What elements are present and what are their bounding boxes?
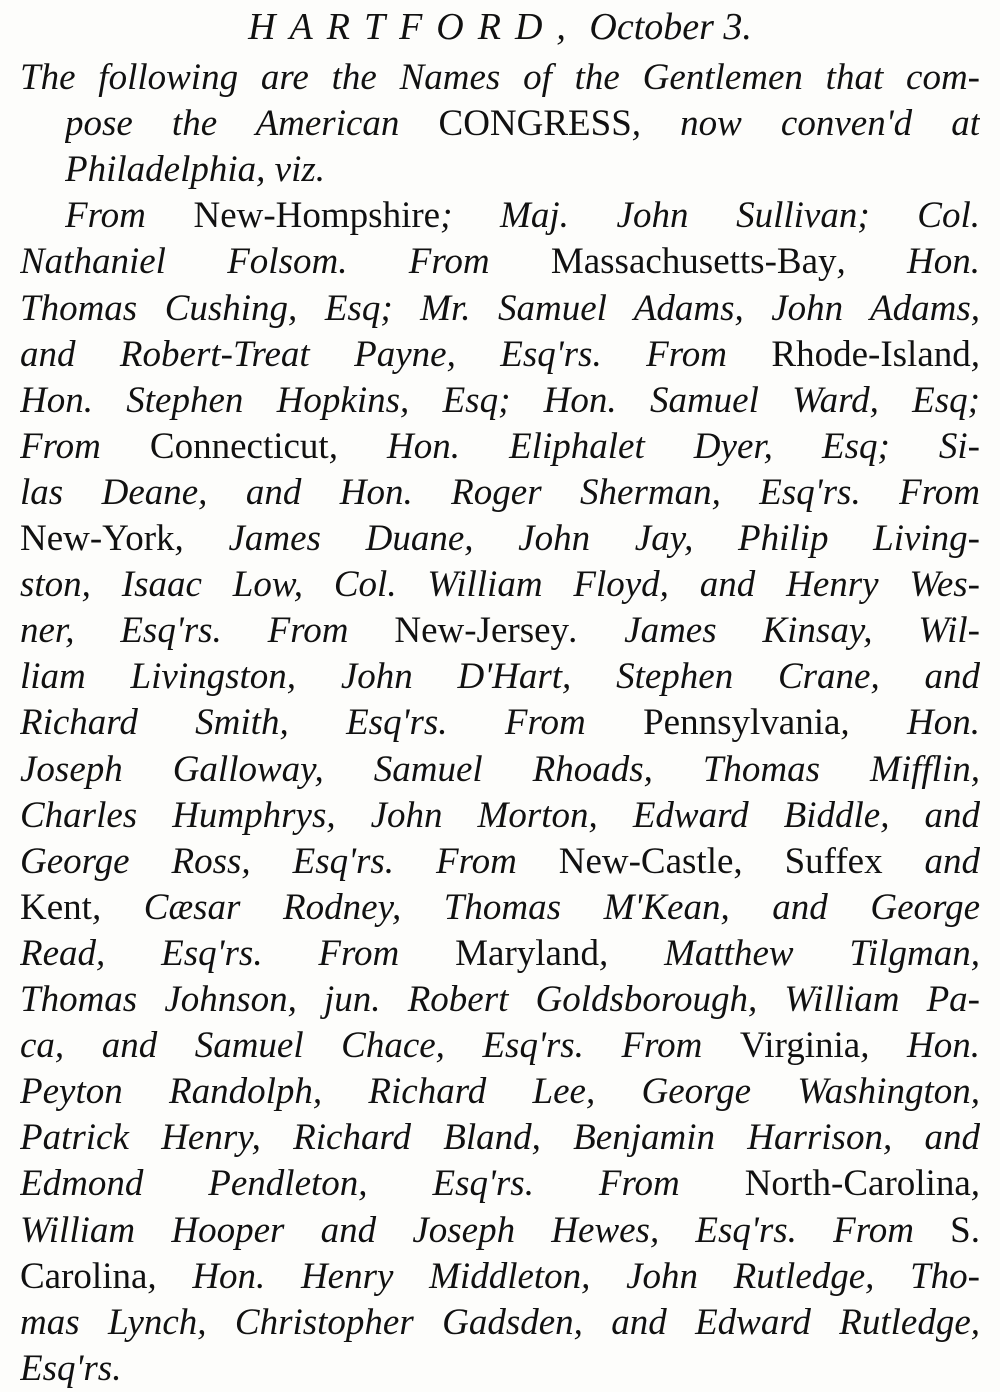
text-line <box>20 885 980 931</box>
roman-text: S. <box>950 1209 980 1251</box>
italic-text: . James Kinsay, Wil- <box>569 610 980 652</box>
italic-text: ner, Esq'rs. From <box>20 610 395 652</box>
italic-text: Thomas Johnson, jun. Robert Goldsborough, William Pa- <box>20 979 980 1020</box>
italic-text: William Hooper and Joseph Hewes, Esq'rs. From <box>20 1209 951 1251</box>
italic-text: , Cæsar Rodney, Thomas M'Kean, and George <box>91 886 980 928</box>
roman-text: Carolina <box>20 1255 148 1297</box>
text-line <box>20 793 980 839</box>
text-line <box>20 700 980 746</box>
roman-text: New-Hompshire <box>193 195 441 237</box>
italic-text: , James Duane, John Jay, Philip Living- <box>174 518 980 559</box>
italic-text: , Hon. <box>836 241 980 283</box>
dateline-city: HARTFORD, <box>248 6 580 48</box>
italic-text: , Hon. <box>840 702 980 744</box>
roman-text: Kent <box>20 886 92 928</box>
italic-text: ; Maj. John Sullivan; Col. <box>440 195 980 237</box>
text-line <box>20 562 980 608</box>
text-line <box>20 608 980 654</box>
text-line <box>20 839 980 885</box>
text-line <box>20 470 980 516</box>
roman-text: New-Castle, Suffex <box>558 840 883 882</box>
italic-text: Edmond Pendleton, Esq'rs. From <box>20 1163 745 1205</box>
text-line <box>20 1069 980 1115</box>
italic-text: Charles Humphrys, John Morton, Edward Biddle, and <box>20 794 980 836</box>
italic-text: , Hon. Henry Middleton, John Rutledge, Tho- <box>147 1255 980 1297</box>
roman-text: Massachusetts-Bay <box>550 241 837 283</box>
italic-text: , now conven'd at <box>631 103 980 145</box>
italic-text: From <box>20 425 150 467</box>
text-line <box>20 1161 980 1207</box>
roman-text: New-York <box>20 518 175 559</box>
text-line <box>20 747 980 793</box>
text-line <box>20 1115 980 1161</box>
text-line <box>65 101 980 147</box>
italic-text: Peyton Randolph, Richard Lee, George Washington, <box>20 1071 980 1113</box>
italic-text: Read, Esq'rs. From <box>20 932 456 974</box>
italic-text: ca, and Samuel Chace, Esq'rs. From <box>20 1025 740 1067</box>
roman-text: Connecticut <box>149 425 329 467</box>
text-line <box>20 1208 980 1254</box>
italic-text: , <box>970 1163 980 1205</box>
text-line <box>20 1254 980 1300</box>
italic-text: las Deane, and Hon. Roger Sherman, Esq'rs. From <box>20 471 980 513</box>
dateline <box>0 6 1000 48</box>
text-line <box>20 931 980 977</box>
roman-text: Pennsylvania <box>643 702 841 744</box>
text-line <box>20 239 980 285</box>
text-line <box>20 516 980 562</box>
italic-text: , Matthew Tilgman, <box>598 932 980 974</box>
italic-text: , Hon. Eliphalet Dyer, Esq; Si- <box>328 425 980 467</box>
text-line <box>20 378 980 424</box>
italic-text: liam Livingston, John D'Hart, Stephen Crane, and <box>20 656 980 698</box>
text-line <box>20 332 980 378</box>
italic-text: , Hon. <box>860 1025 980 1067</box>
text-line <box>20 55 980 101</box>
roman-text: New-Jersey <box>394 610 570 652</box>
dateline-date: October 3. <box>589 6 752 48</box>
text-line <box>20 286 980 332</box>
roman-text: North-Carolina <box>744 1163 971 1205</box>
text-line <box>20 1346 980 1392</box>
italic-text: From <box>65 195 194 237</box>
text-line <box>20 1300 980 1346</box>
text-line <box>65 147 980 193</box>
italic-text: The following are the Names of the Gentlemen that com- <box>20 57 980 98</box>
roman-text: Virginia <box>739 1025 861 1067</box>
italic-text: ston, Isaac Low, Col. William Floyd, and Henry Wes- <box>20 564 980 606</box>
italic-text: and Robert-Treat Payne, Esq'rs. From <box>20 333 772 375</box>
italic-text: mas Lynch, Christopher Gadsden, and Edward Rutledge, <box>20 1301 980 1343</box>
text-line <box>20 654 980 700</box>
italic-text: Patrick Henry, Richard Bland, Benjamin Harrison, and <box>20 1117 980 1159</box>
roman-text: Maryland <box>455 932 599 974</box>
text-line <box>20 1023 980 1069</box>
italic-text: , <box>970 333 980 375</box>
italic-text: pose the American <box>65 103 439 145</box>
text-line <box>20 977 980 1023</box>
text-line <box>65 193 980 239</box>
italic-text: Richard Smith, Esq'rs. From <box>20 702 644 744</box>
italic-text: Esq'rs. <box>20 1347 122 1389</box>
italic-text: Nathaniel Folsom. From <box>20 241 551 283</box>
roman-text: CONGRESS <box>438 103 632 145</box>
italic-text: Hon. Stephen Hopkins, Esq; Hon. Samuel Ward, Esq; <box>20 379 980 421</box>
roman-text: Rhode-Island <box>771 333 971 375</box>
italic-text: Thomas Cushing, Esq; Mr. Samuel Adams, John Adams, <box>20 287 980 329</box>
text-line <box>20 424 980 470</box>
italic-text: and <box>882 840 980 882</box>
italic-text: George Ross, Esq'rs. From <box>20 840 559 882</box>
italic-text: Philadelphia, viz. <box>65 149 325 191</box>
italic-text: Joseph Galloway, Samuel Rhoads, Thomas Mifflin, <box>20 748 980 790</box>
